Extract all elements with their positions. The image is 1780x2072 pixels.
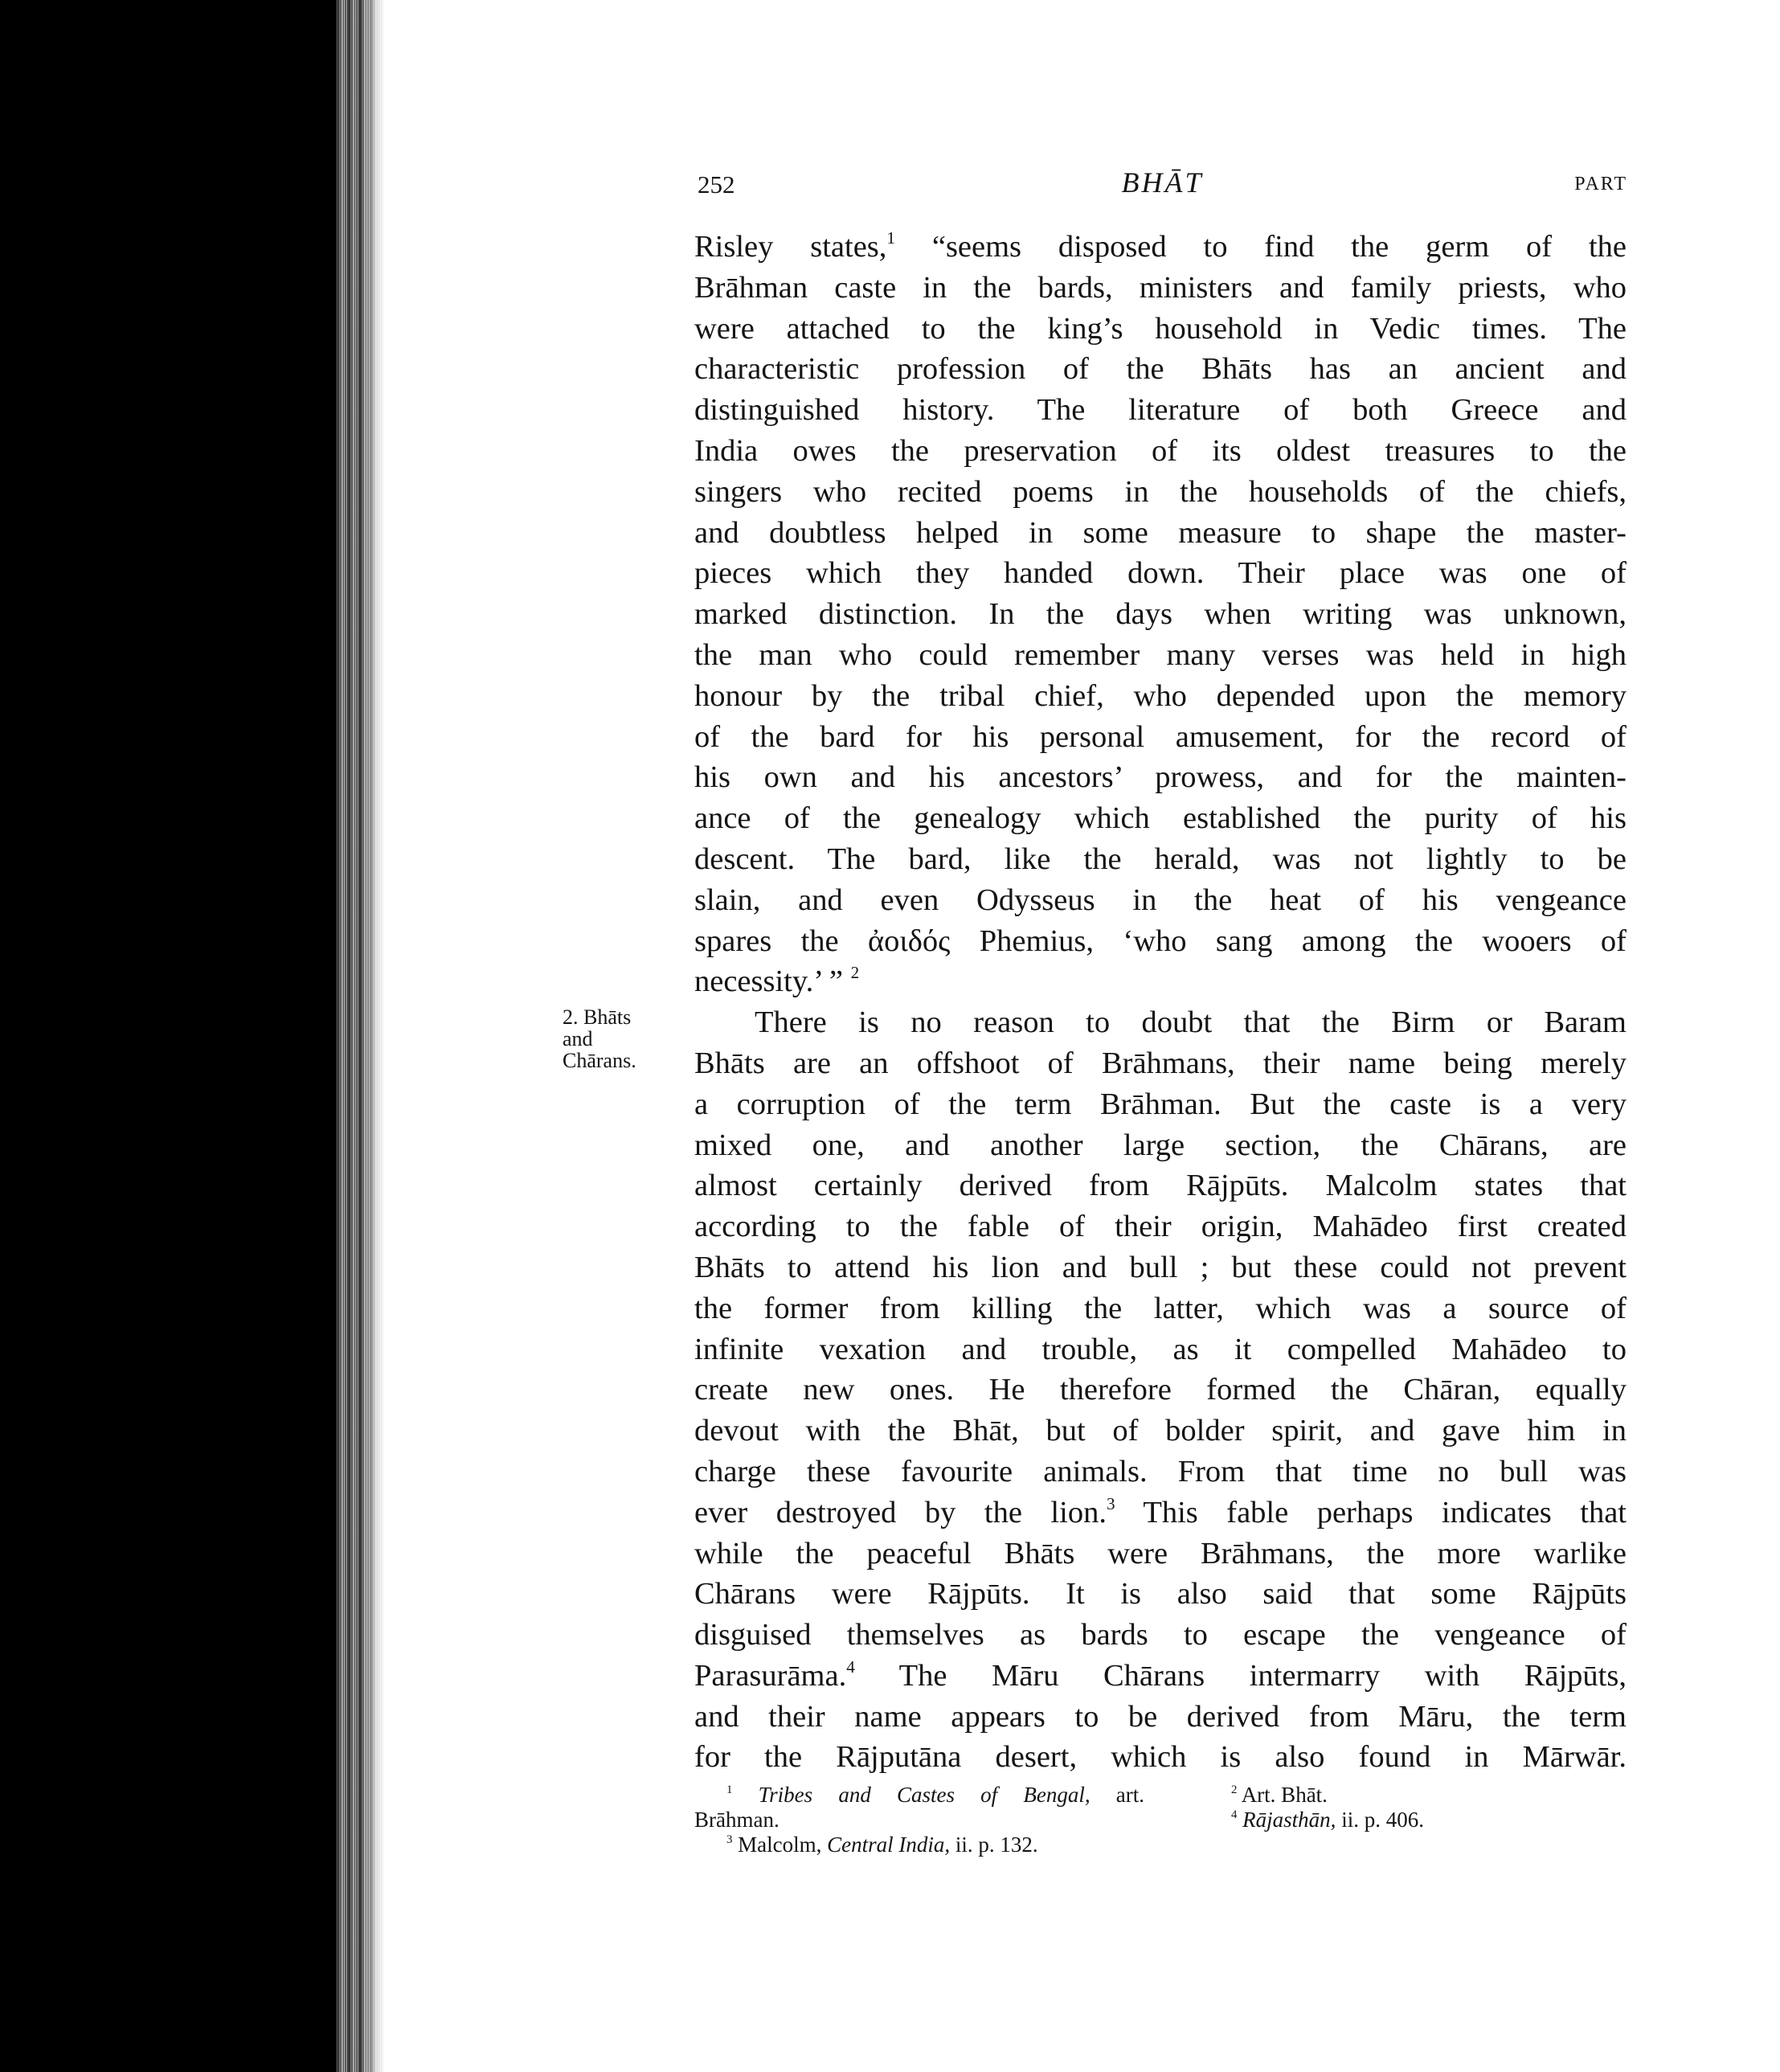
text-line: slain, and even Odysseus in the heat of his vengeance: [694, 882, 1627, 917]
part-label: PART: [1574, 174, 1627, 195]
text-line: characteristic profession of the Bhāts has an ancient and: [694, 352, 1627, 387]
footnote-ref: 4: [846, 1657, 855, 1677]
text-line: the former from killing the latter, which was a source of: [694, 1291, 1627, 1325]
margin-note-line: Chārans.: [563, 1049, 636, 1072]
margin-note: [563, 1006, 667, 1071]
text-line: mixed one, and another large section, the Chārans, are: [694, 1128, 1627, 1162]
text-line: devout with the Bhāt, but of bolder spirit, and gave him in: [694, 1414, 1627, 1448]
text-line: and their name appears to be derived from Māru, the term: [694, 1699, 1627, 1734]
footnote-1: $^1$ Tribes and Castes of Bengal, art.: [726, 1783, 1145, 1807]
running-title: BHĀT: [1121, 166, 1204, 199]
footnote-2: $^2$ Art. Bhāt.: [1231, 1783, 1328, 1807]
margin-note-line: 2. Bhāts: [563, 1005, 632, 1029]
footnote-3: $^3$ Malcolm, Central India, ii. p. 132.: [726, 1832, 1038, 1857]
text-line: distinguished history. The literature of both Greece and: [694, 393, 1627, 428]
text-line: Bhāts to attend his lion and bull ; but these could not prevent: [694, 1250, 1627, 1284]
text-line: ance of the genealogy which established the purity of his: [694, 801, 1627, 836]
footnote-ref: 3: [1106, 1493, 1115, 1513]
text-line: ever destroyed by the lion.$^3$ This fable perhaps indicates that: [694, 1493, 1627, 1529]
text-line: honour by the tribal chief, who depended upon the memory: [694, 678, 1627, 713]
footnote-ref: 2: [850, 963, 860, 983]
footnotes-left-column: [694, 1783, 1144, 1857]
text-line: Chārans were Rājpūts. It is also said that some Rājpūts: [694, 1577, 1627, 1611]
text-line: almost certainly derived from Rājpūts. Malcolm states that: [694, 1169, 1627, 1203]
page-number: 252: [698, 170, 735, 199]
footnote-1-continued: Brāhman.: [694, 1808, 780, 1832]
text-line: and doubtless helped in some measure to shape the master-: [694, 515, 1627, 550]
page-header: [698, 166, 1627, 206]
body-text: [694, 227, 1627, 1778]
text-line: a corruption of the term Brāhman. But the caste is a very: [694, 1087, 1627, 1121]
text-line: necessity.’ ” $^2$: [694, 963, 860, 999]
text-line: Bhāts are an offshoot of Brāhmans, their name being merely: [694, 1046, 1627, 1080]
text-line: pieces which they handed down. Their place was one of: [694, 556, 1627, 591]
text-line: of the bard for his personal amusement, for the record of: [694, 719, 1627, 754]
text-line: spares the ἀοιδός Phemius, ‘who sang among the wooers of: [694, 923, 1627, 958]
text-line: while the peaceful Bhāts were Brāhmans, the more warlike: [694, 1536, 1627, 1570]
text-line: There is no reason to doubt that the Birm or Baram: [755, 1005, 1627, 1040]
text-line: create new ones. He therefore formed the Chāran, equally: [694, 1373, 1627, 1407]
text-line: disguised themselves as bards to escape the vengeance of: [694, 1618, 1627, 1652]
text-line: marked distinction. In the days when writing was unknown,: [694, 597, 1627, 632]
text-line: Parasurāma.$^4$ The Māru Chārans intermarry with Rājpūts,: [694, 1657, 1627, 1693]
text-line: Risley states,$^1$ “seems disposed to find the germ of the: [694, 228, 1627, 264]
text-line: descent. The bard, like the herald, was not lightly to be: [694, 841, 1627, 876]
book-gutter: [0, 0, 336, 2072]
text-line: were attached to the king’s household in Vedic times. The: [694, 311, 1627, 346]
footnote-ref: 1: [886, 228, 895, 248]
text-line: infinite vexation and trouble, as it compelled Mahādeo to: [694, 1332, 1627, 1366]
margin-note-line: and: [563, 1027, 593, 1050]
footnote-4: $^4$ Rājasthān, ii. p. 406.: [1231, 1808, 1424, 1832]
text-line: singers who recited poems in the households of the chiefs,: [694, 474, 1627, 509]
text-line: according to the fable of their origin, Mahādeo first created: [694, 1210, 1627, 1244]
text-line: his own and his ancestors’ prowess, and for the mainten-: [694, 760, 1627, 795]
page-edge-shadow: [336, 0, 384, 2072]
text-line: the man who could remember many verses was held in high: [694, 637, 1627, 672]
text-line: for the Rājputāna desert, which is also found in Mārwār.: [694, 1740, 1627, 1775]
text-line: Brāhman caste in the bards, ministers and family priests, who: [694, 270, 1627, 305]
text-line: charge these favourite animals. From that time no bull was: [694, 1454, 1627, 1488]
footnotes-right-column: [1199, 1783, 1617, 1832]
text-line: India owes the preservation of its oldest treasures to the: [694, 433, 1627, 468]
